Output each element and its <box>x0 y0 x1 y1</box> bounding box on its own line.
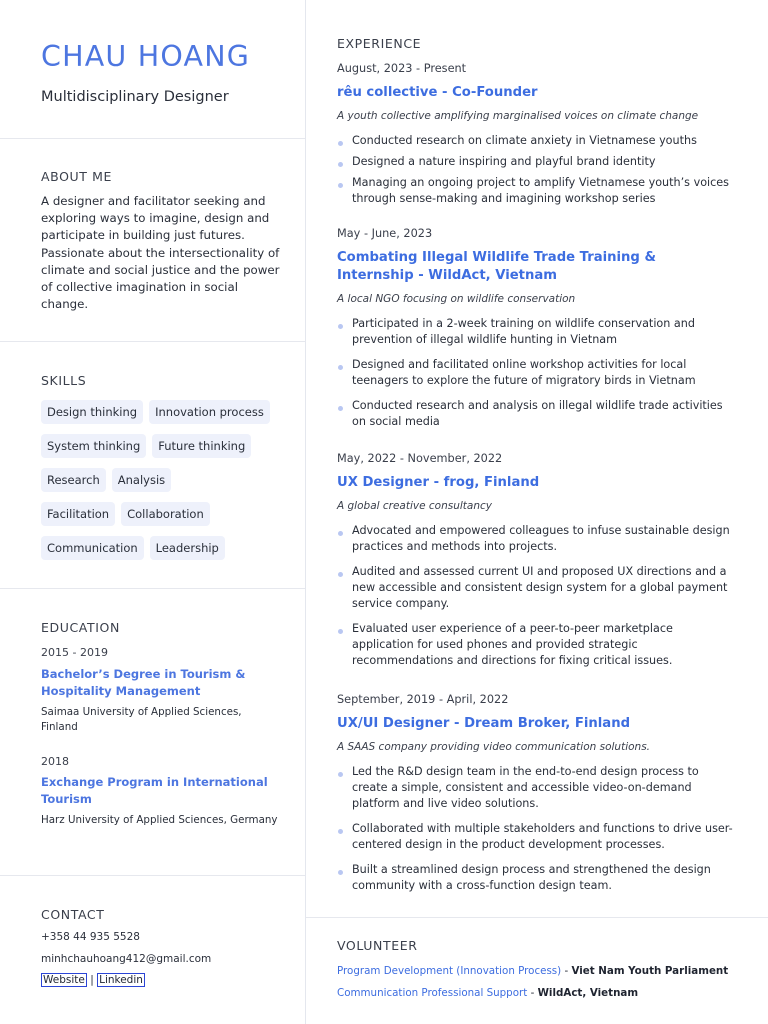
job-bullet <box>337 175 737 207</box>
job-bullet <box>337 862 737 894</box>
job-bullet <box>337 133 737 149</box>
education-degree: Bachelor’s Degree in Tourism & Hospitality Management <box>41 667 246 698</box>
about-title: ABOUT ME <box>41 169 112 184</box>
job-bullet <box>337 564 737 612</box>
job-bullet-text: Participated in a 2-week training on wildlife conservation and prevention of illegal wildlife hunting in Vietnam <box>352 317 695 346</box>
website-link[interactable]: Website <box>43 974 85 986</box>
contact-email: minhchauhoang412@gmail.com <box>41 953 212 965</box>
job-bullets <box>337 316 737 430</box>
skill-chip: Collaboration <box>121 502 210 526</box>
bullet-dot-icon <box>338 829 343 834</box>
bullet-dot-icon <box>338 629 343 634</box>
linkedin-link[interactable]: Linkedin <box>99 974 143 986</box>
job-entry <box>337 452 737 674</box>
job-bullet <box>337 764 737 812</box>
job-date: May, 2022 - November, 2022 <box>337 452 503 465</box>
education-degree: Exchange Program in International Tourism <box>41 775 268 806</box>
section-divider <box>0 588 305 589</box>
skill-chip: Research <box>41 468 106 492</box>
contact-title: CONTACT <box>41 907 105 922</box>
skill-row <box>41 468 291 492</box>
volunteer-title: VOLUNTEER <box>337 938 418 953</box>
contact-phone: +358 44 935 5528 <box>41 931 140 943</box>
skill-chip: Facilitation <box>41 502 115 526</box>
about-text: A designer and facilitator seeking and exploring ways to imagine, design and participate in building just futures. Passionate about the intersectionality of climate and social justice and the power of collective imagination in social change. <box>41 194 280 312</box>
job-description: A youth collective amplifying marginalised voices on climate change <box>337 110 699 122</box>
job-bullet-text: Conducted research and analysis on illegal wildlife trade activities on social media <box>352 399 723 428</box>
bullet-dot-icon <box>338 531 343 536</box>
skill-row <box>41 400 291 424</box>
education-title: EDUCATION <box>41 620 120 635</box>
education-date: 2018 <box>41 755 69 768</box>
job-entry <box>337 62 737 212</box>
job-bullet-text: Advocated and empowered colleagues to infuse sustainable design practices and methods into projects. <box>352 524 730 553</box>
job-bullet <box>337 316 737 348</box>
bullet-dot-icon <box>338 162 343 167</box>
job-title: rêu collective - Co-Founder <box>337 85 538 100</box>
job-date: May - June, 2023 <box>337 227 433 240</box>
job-bullet-text: Designed a nature inspiring and playful brand identity <box>352 155 656 168</box>
experience-title: EXPERIENCE <box>337 36 422 51</box>
section-divider <box>0 341 305 342</box>
job-bullet <box>337 821 737 853</box>
section-divider <box>0 875 305 876</box>
education-date: 2015 - 2019 <box>41 646 108 659</box>
job-bullet <box>337 398 737 430</box>
skill-chip: System thinking <box>41 434 146 458</box>
skill-row <box>41 536 291 560</box>
job-bullet <box>337 523 737 555</box>
volunteer-role: Communication Professional Support <box>337 987 528 999</box>
section-divider <box>306 917 768 918</box>
job-bullet <box>337 154 737 170</box>
education-school: Harz University of Applied Sciences, Germany <box>41 814 278 826</box>
contact-links <box>41 974 145 986</box>
job-bullet-text: Built a streamlined design process and strengthened the design community with a cross-function design team. <box>352 863 711 892</box>
job-entry <box>337 227 737 435</box>
volunteer-item <box>337 987 638 999</box>
bullet-dot-icon <box>338 572 343 577</box>
link-separator: | <box>90 974 94 986</box>
bullet-dot-icon <box>338 183 343 188</box>
section-divider <box>0 138 305 139</box>
skill-chip: Analysis <box>112 468 171 492</box>
bullet-dot-icon <box>338 870 343 875</box>
job-bullet <box>337 621 737 669</box>
job-bullet-text: Conducted research on climate anxiety in Vietnamese youths <box>352 134 697 147</box>
skill-chip: Leadership <box>150 536 225 560</box>
job-title: UX/UI Designer - Dream Broker, Finland <box>337 716 631 731</box>
job-bullet-text: Led the R&D design team in the end-to-end design process to create a simple, consistent and accessible video-on-demand platform and live video solutions. <box>352 765 699 810</box>
volunteer-separator: - <box>561 965 572 977</box>
job-description: A local NGO focusing on wildlife conservation <box>337 293 576 305</box>
volunteer-role: Program Development (Innovation Process) <box>337 965 562 977</box>
education-school: Saimaa University of Applied Sciences, Finland <box>41 706 242 733</box>
candidate-name: CHAU HOANG <box>41 40 251 73</box>
skill-chip: Communication <box>41 536 144 560</box>
skill-chip: Innovation process <box>149 400 270 424</box>
job-bullets <box>337 764 737 894</box>
skill-row <box>41 502 291 526</box>
job-bullet-text: Audited and assessed current UI and proposed UX directions and a new accessible and consistent design system for a global payment service company. <box>352 565 728 610</box>
job-entry <box>337 693 737 899</box>
job-description: A global creative consultancy <box>337 500 492 512</box>
skills-list <box>41 400 291 570</box>
job-bullet-text: Managing an ongoing project to amplify Vietnamese youth’s voices through sense-making and imagining workshop series <box>352 176 730 205</box>
volunteer-org: Viet Nam Youth Parliament <box>571 965 729 977</box>
job-bullet-text: Designed and facilitated online workshop activities for local teenagers to explore the future of migratory birds in Vietnam <box>352 358 696 387</box>
job-date: September, 2019 - April, 2022 <box>337 693 509 706</box>
bullet-dot-icon <box>338 324 343 329</box>
candidate-role: Multidisciplinary Designer <box>41 89 229 105</box>
bullet-dot-icon <box>338 772 343 777</box>
volunteer-org: WildAct, Vietnam <box>537 987 639 999</box>
skill-chip: Design thinking <box>41 400 143 424</box>
job-title: Combating Illegal Wildlife Trade Training & Internship - WildAct, Vietnam <box>337 250 656 283</box>
bullet-dot-icon <box>338 365 343 370</box>
bullet-dot-icon <box>338 141 343 146</box>
job-bullet <box>337 357 737 389</box>
job-bullets <box>337 133 737 207</box>
job-bullet-text: Collaborated with multiple stakeholders and functions to drive user-centered design in the product development processes. <box>352 822 733 851</box>
skill-chip: Future thinking <box>152 434 251 458</box>
job-title: UX Designer - frog, Finland <box>337 475 540 490</box>
job-bullet-text: Evaluated user experience of a peer-to-peer marketplace application for used phones and provided strategic recommendations and directions for fixing critical issues. <box>352 622 673 667</box>
volunteer-separator: - <box>527 987 538 999</box>
skill-row <box>41 434 291 458</box>
volunteer-item <box>337 965 728 977</box>
job-bullets <box>337 523 737 669</box>
job-description: A SAAS company providing video communication solutions. <box>337 741 651 753</box>
bullet-dot-icon <box>338 406 343 411</box>
skills-title: SKILLS <box>41 373 87 388</box>
job-date: August, 2023 - Present <box>337 62 467 75</box>
